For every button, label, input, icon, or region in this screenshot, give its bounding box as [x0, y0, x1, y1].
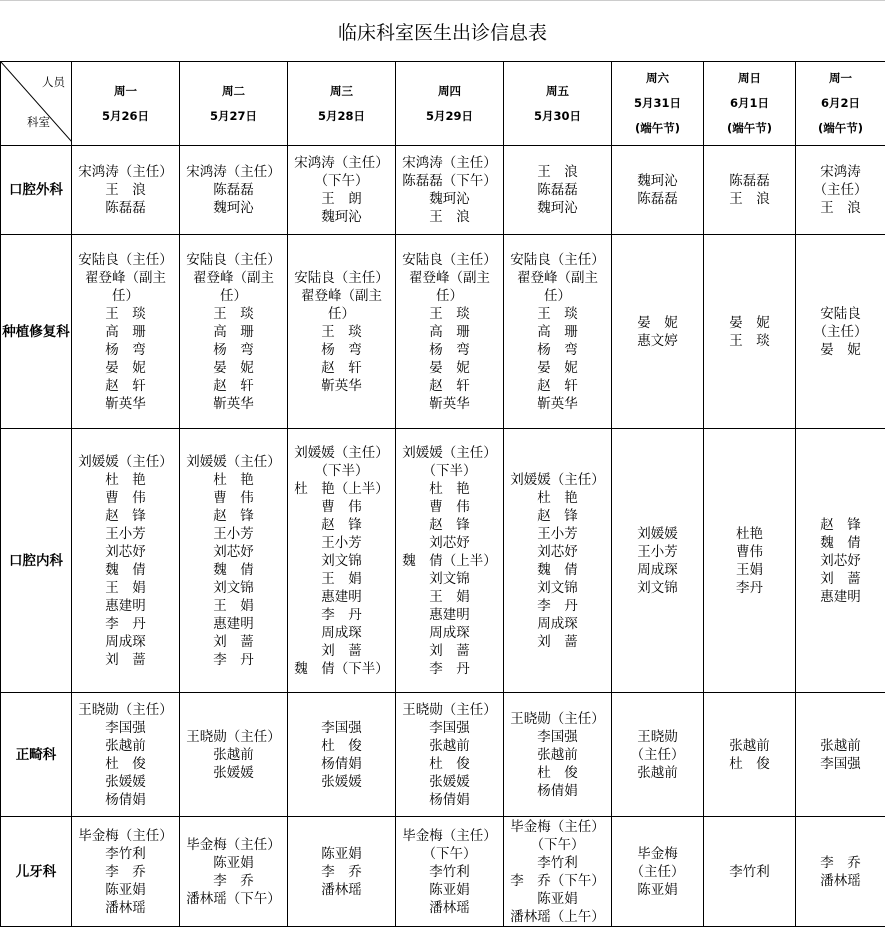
header-row	[1, 62, 885, 146]
doctor-entry: 毕金梅（主任）	[396, 827, 503, 845]
doctor-entry: 潘林瑶（上午）	[504, 908, 611, 926]
column-date: 6月2日	[796, 95, 885, 112]
doctor-entry: 李 丹	[72, 615, 179, 633]
doctor-entry: 王晓勋（主任）	[180, 728, 287, 746]
doctor-entry: 高 珊	[180, 323, 287, 341]
corner-label-dept: 科室	[27, 114, 50, 131]
doctor-entry: 赵 锋	[796, 516, 885, 534]
doctor-entry: 刘芯妤	[72, 543, 179, 561]
doctor-entry: 翟登峰（副主	[72, 269, 179, 287]
doctor-entry: 魏 倩	[796, 534, 885, 552]
doctor-entry: 安陆良（主任）	[72, 251, 179, 269]
doctor-entry: 杜 俊	[396, 755, 503, 773]
doctor-entry: 任）	[288, 305, 395, 323]
doctor-entry: 陈磊磊	[612, 190, 703, 208]
doctor-entry: 陈亚娟	[612, 881, 703, 899]
doctor-entry: （下午）	[396, 845, 503, 863]
doctor-entry: 赵 锋	[180, 507, 287, 525]
doctor-entry: 刘媛媛（主任）	[396, 444, 503, 462]
doctor-entry: 李 乔	[72, 863, 179, 881]
doctor-entry: 陈磊磊	[704, 172, 795, 190]
doctor-entry: 刘媛媛（主任）	[180, 453, 287, 471]
column-day: 周日	[704, 70, 795, 87]
schedule-cell	[288, 693, 396, 817]
doctor-entry: 宋鸿涛（主任）	[288, 154, 395, 172]
doctor-entry: 周成琛	[396, 624, 503, 642]
corner-label-staff: 人员	[42, 74, 65, 91]
doctor-entry: 惠建明	[72, 597, 179, 615]
doctor-entry: 靳英华	[504, 395, 611, 413]
doctor-entry: 王晓勋（主任）	[504, 710, 611, 728]
column-date: 5月28日	[288, 108, 395, 125]
doctor-entry: 陈亚娟	[180, 854, 287, 872]
schedule-cell	[180, 817, 288, 927]
doctor-entry: 刘文锦	[288, 552, 395, 570]
doctor-entry: 赵 轩	[504, 377, 611, 395]
department-name: 口腔内科	[1, 429, 72, 693]
doctor-entry: 李竹利	[504, 854, 611, 872]
doctor-entry: 李国强	[288, 719, 395, 737]
doctor-entry: 王小芳	[180, 525, 287, 543]
doctor-entry: 惠建明	[396, 606, 503, 624]
doctor-entry: 王 娟	[288, 570, 395, 588]
doctor-entry: 张越前	[704, 737, 795, 755]
doctor-entry: 赵 轩	[72, 377, 179, 395]
schedule-cell	[704, 693, 796, 817]
doctor-entry: （主任）	[796, 181, 885, 199]
doctor-entry: 刘文锦	[396, 570, 503, 588]
doctor-entry: 翟登峰（副主	[396, 269, 503, 287]
schedule-cell	[796, 146, 885, 235]
doctor-entry: 安陆良（主任）	[288, 269, 395, 287]
doctor-entry: 赵 轩	[180, 377, 287, 395]
doctor-entry: 王小芳	[72, 525, 179, 543]
schedule-cell	[72, 693, 180, 817]
doctor-entry: 安陆良（主任）	[180, 251, 287, 269]
schedule-cell	[396, 146, 504, 235]
doctor-entry: 杨倩娟	[396, 791, 503, 809]
doctor-entry: 李竹利	[72, 845, 179, 863]
schedule-cell	[704, 146, 796, 235]
schedule-cell	[180, 429, 288, 693]
doctor-entry: 赵 锋	[504, 507, 611, 525]
column-header-5	[612, 62, 704, 146]
doctor-entry: 张越前	[396, 737, 503, 755]
doctor-entry: 任）	[396, 287, 503, 305]
schedule-cell	[796, 429, 885, 693]
schedule-cell	[796, 235, 885, 429]
doctor-entry: 赵 锋	[72, 507, 179, 525]
doctor-entry: 李竹利	[704, 863, 795, 881]
schedule-cell	[180, 146, 288, 235]
doctor-entry: 王 浪	[504, 163, 611, 181]
doctor-entry: 惠建明	[180, 615, 287, 633]
doctor-entry: 毕金梅（主任）	[180, 836, 287, 854]
schedule-cell	[504, 146, 612, 235]
doctor-entry: 杜 艳	[72, 471, 179, 489]
doctor-entry: 杨 弯	[180, 341, 287, 359]
doctor-entry: 杨 弯	[72, 341, 179, 359]
doctor-entry: 杨 弯	[288, 341, 395, 359]
doctor-entry: 曹 伟	[396, 498, 503, 516]
doctor-entry: 王娟	[704, 561, 795, 579]
doctor-entry: 曹伟	[704, 543, 795, 561]
doctor-entry: 刘 蔷	[504, 633, 611, 651]
column-header-6	[704, 62, 796, 146]
doctor-entry: 高 珊	[396, 323, 503, 341]
column-day: 周五	[504, 83, 611, 100]
doctor-entry: 杨 弯	[396, 341, 503, 359]
doctor-entry: 潘林瑶	[396, 899, 503, 917]
doctor-entry: 李 乔（下午）	[504, 872, 611, 890]
column-day: 周三	[288, 83, 395, 100]
doctor-entry: 杨倩娟	[504, 782, 611, 800]
doctor-entry: 靳英华	[72, 395, 179, 413]
doctor-entry: 任）	[180, 287, 287, 305]
doctor-entry: （主任）	[612, 863, 703, 881]
doctor-entry: 晏 妮	[72, 359, 179, 377]
doctor-entry: 任）	[504, 287, 611, 305]
doctor-entry: 张媛媛	[396, 773, 503, 791]
doctor-entry: 魏珂沁	[288, 208, 395, 226]
doctor-entry: 王 浪	[704, 190, 795, 208]
schedule-cell	[72, 235, 180, 429]
doctor-entry: 惠文婷	[612, 332, 703, 350]
column-note: (端午节)	[704, 120, 795, 137]
doctor-entry: 李 乔	[288, 863, 395, 881]
doctor-entry: 曹 伟	[288, 498, 395, 516]
doctor-entry: 李 丹	[396, 660, 503, 678]
doctor-entry: 王 浪	[72, 181, 179, 199]
doctor-entry: 李国强	[504, 728, 611, 746]
doctor-entry: 张越前	[504, 746, 611, 764]
doctor-entry: 毕金梅（主任）	[504, 818, 611, 836]
doctor-entry: 刘芯妤	[504, 543, 611, 561]
doctor-entry: 宋鸿涛（主任）	[180, 163, 287, 181]
column-date: 6月1日	[704, 95, 795, 112]
department-row	[1, 817, 885, 927]
doctor-entry: 靳英华	[288, 377, 395, 395]
doctor-entry: 宋鸿涛	[796, 163, 885, 181]
column-note: (端午节)	[612, 120, 703, 137]
doctor-entry: 翟登峰（副主	[288, 287, 395, 305]
department-name: 儿牙科	[1, 817, 72, 927]
doctor-entry: 晏 妮	[180, 359, 287, 377]
doctor-entry: 宋鸿涛（主任）	[72, 163, 179, 181]
doctor-entry: 毕金梅	[612, 845, 703, 863]
column-header-1	[180, 62, 288, 146]
doctor-entry: 李国强	[796, 755, 885, 773]
doctor-entry: （下午）	[288, 172, 395, 190]
doctor-entry: 刘文锦	[612, 579, 703, 597]
doctor-entry: 王 娟	[180, 597, 287, 615]
column-date: 5月31日	[612, 95, 703, 112]
doctor-entry: 靳英华	[396, 395, 503, 413]
department-row	[1, 146, 885, 235]
doctor-entry: 杜 艳	[396, 480, 503, 498]
doctor-entry: 魏珂沁	[180, 199, 287, 217]
doctor-entry: 陈亚娟	[288, 845, 395, 863]
doctor-entry: 张越前	[796, 737, 885, 755]
doctor-entry: 陈磊磊	[72, 199, 179, 217]
doctor-entry: 周成琛	[288, 624, 395, 642]
schedule-cell	[612, 817, 704, 927]
doctor-entry: 翟登峰（副主	[180, 269, 287, 287]
doctor-entry: 王 娟	[396, 588, 503, 606]
doctor-entry: 刘媛媛（主任）	[504, 471, 611, 489]
doctor-entry: 王 琰	[704, 332, 795, 350]
doctor-entry: 张媛媛	[288, 773, 395, 791]
schedule-cell	[288, 817, 396, 927]
schedule-cell	[612, 693, 704, 817]
doctor-entry: 李竹利	[396, 863, 503, 881]
doctor-entry: 周成琛	[72, 633, 179, 651]
schedule-cell	[796, 817, 885, 927]
doctor-entry: 王 琰	[72, 305, 179, 323]
column-day: 周一	[796, 70, 885, 87]
doctor-entry: 周成琛	[504, 615, 611, 633]
doctor-entry: 刘 蔷	[288, 642, 395, 660]
doctor-entry: 赵 轩	[396, 377, 503, 395]
doctor-entry: 王小芳	[504, 525, 611, 543]
department-row	[1, 429, 885, 693]
column-note: (端午节)	[796, 120, 885, 137]
doctor-entry: 杜 俊	[704, 755, 795, 773]
schedule-cell	[396, 235, 504, 429]
schedule-cell	[704, 235, 796, 429]
department-row	[1, 235, 885, 429]
doctor-entry: 翟登峰（副主	[504, 269, 611, 287]
department-row	[1, 693, 885, 817]
doctor-entry: 张越前	[612, 764, 703, 782]
doctor-entry: 王 琰	[288, 323, 395, 341]
doctor-entry: 张越前	[180, 746, 287, 764]
column-day: 周二	[180, 83, 287, 100]
doctor-entry: 张媛媛	[180, 764, 287, 782]
doctor-entry: 李 丹	[288, 606, 395, 624]
column-date: 5月26日	[72, 108, 179, 125]
corner-header-cell	[1, 62, 72, 146]
doctor-entry: 陈亚娟	[396, 881, 503, 899]
doctor-entry: 张媛媛	[72, 773, 179, 791]
doctor-entry: 杨倩娟	[72, 791, 179, 809]
doctor-entry: 王小芳	[288, 534, 395, 552]
column-date: 5月29日	[396, 108, 503, 125]
schedule-cell	[504, 429, 612, 693]
doctor-entry: 安陆良（主任）	[396, 251, 503, 269]
schedule-cell	[396, 429, 504, 693]
doctor-entry: 安陆良	[796, 305, 885, 323]
doctor-entry: 杜 俊	[288, 737, 395, 755]
doctor-entry: 李 丹	[180, 651, 287, 669]
schedule-cell	[704, 817, 796, 927]
doctor-entry: 王 朗	[288, 190, 395, 208]
doctor-entry: 李国强	[72, 719, 179, 737]
doctor-entry: （下午）	[504, 836, 611, 854]
doctor-entry: 刘 蔷	[180, 633, 287, 651]
department-name: 种植修复科	[1, 235, 72, 429]
doctor-entry: 刘媛媛（主任）	[288, 444, 395, 462]
schedule-cell	[288, 429, 396, 693]
doctor-entry: 靳英华	[180, 395, 287, 413]
doctor-entry: 杨 弯	[504, 341, 611, 359]
doctor-entry: 魏珂沁	[504, 199, 611, 217]
doctor-entry: 魏 倩（上半）	[396, 552, 503, 570]
schedule-cell	[180, 235, 288, 429]
doctor-entry: 李 乔	[180, 872, 287, 890]
doctor-entry: 刘媛媛	[612, 525, 703, 543]
doctor-entry: （主任）	[796, 323, 885, 341]
schedule-cell	[72, 146, 180, 235]
doctor-entry: 潘林瑶	[796, 872, 885, 890]
schedule-cell	[396, 693, 504, 817]
doctor-entry: 赵 锋	[396, 516, 503, 534]
doctor-entry: 杨倩娟	[288, 755, 395, 773]
schedule-cell	[396, 817, 504, 927]
doctor-entry: 李 丹	[504, 597, 611, 615]
column-date: 5月27日	[180, 108, 287, 125]
doctor-entry: 王 浪	[396, 208, 503, 226]
doctor-entry: 魏 倩	[180, 561, 287, 579]
doctor-entry: 曹 伟	[180, 489, 287, 507]
schedule-cell	[612, 429, 704, 693]
doctor-entry: 任）	[72, 287, 179, 305]
doctor-entry: 赵 轩	[288, 359, 395, 377]
schedule-cell	[288, 235, 396, 429]
doctor-entry: 魏 倩	[504, 561, 611, 579]
doctor-entry: 潘林瑶（下午）	[180, 890, 287, 908]
doctor-entry: 刘文锦	[504, 579, 611, 597]
doctor-entry: 杜 俊	[504, 764, 611, 782]
schedule-cell	[504, 817, 612, 927]
doctor-entry: 陈亚娟	[504, 890, 611, 908]
doctor-entry: 晏 妮	[504, 359, 611, 377]
doctor-entry: 赵 锋	[288, 516, 395, 534]
doctor-entry: 周成琛	[612, 561, 703, 579]
column-date: 5月30日	[504, 108, 611, 125]
doctor-entry: 刘芯妤	[180, 543, 287, 561]
doctor-entry: 王 娟	[72, 579, 179, 597]
column-header-4	[504, 62, 612, 146]
doctor-entry: 杜 艳	[180, 471, 287, 489]
column-header-0	[72, 62, 180, 146]
doctor-entry: 安陆良（主任）	[504, 251, 611, 269]
schedule-cell	[796, 693, 885, 817]
doctor-entry: 惠建明	[796, 588, 885, 606]
doctor-entry: 李国强	[396, 719, 503, 737]
column-header-3	[396, 62, 504, 146]
schedule-cell	[72, 429, 180, 693]
schedule-cell	[288, 146, 396, 235]
doctor-entry: 惠建明	[288, 588, 395, 606]
doctor-entry: 李丹	[704, 579, 795, 597]
doctor-entry: 宋鸿涛（主任）	[396, 154, 503, 172]
schedule-table	[0, 61, 885, 927]
department-name: 正畸科	[1, 693, 72, 817]
schedule-cell	[612, 235, 704, 429]
doctor-entry: 王 琰	[504, 305, 611, 323]
doctor-entry: （下半）	[396, 462, 503, 480]
doctor-entry: 陈磊磊	[504, 181, 611, 199]
doctor-entry: 张越前	[72, 737, 179, 755]
doctor-entry: 高 珊	[72, 323, 179, 341]
doctor-entry: 刘芯妤	[396, 534, 503, 552]
doctor-entry: 王 琰	[396, 305, 503, 323]
doctor-entry: 王晓勋（主任）	[72, 701, 179, 719]
doctor-entry: 魏 倩（下半）	[288, 660, 395, 678]
doctor-entry: 王小芳	[612, 543, 703, 561]
doctor-entry: 晏 妮	[612, 314, 703, 332]
doctor-entry: 王晓勋（主任）	[396, 701, 503, 719]
doctor-entry: 刘媛媛（主任）	[72, 453, 179, 471]
doctor-entry: 刘芯妤	[796, 552, 885, 570]
schedule-cell	[72, 817, 180, 927]
doctor-entry: 刘 蔷	[396, 642, 503, 660]
column-day: 周一	[72, 83, 179, 100]
doctor-entry: 杜 艳（上半）	[288, 480, 395, 498]
doctor-entry: 毕金梅（主任）	[72, 827, 179, 845]
doctor-entry: 陈亚娟	[72, 881, 179, 899]
doctor-entry: 陈磊磊（下午）	[396, 172, 503, 190]
doctor-entry: 王 琰	[180, 305, 287, 323]
doctor-entry: 魏珂沁	[612, 172, 703, 190]
doctor-entry: 杜艳	[704, 525, 795, 543]
column-day: 周六	[612, 70, 703, 87]
doctor-entry: 刘文锦	[180, 579, 287, 597]
doctor-entry: （下半）	[288, 462, 395, 480]
column-header-2	[288, 62, 396, 146]
doctor-entry: 晏 妮	[396, 359, 503, 377]
schedule-cell	[504, 693, 612, 817]
department-name: 口腔外科	[1, 146, 72, 235]
doctor-entry: 潘林瑶	[288, 881, 395, 899]
doctor-entry: 王晓勋	[612, 728, 703, 746]
page-title: 临床科室医生出诊信息表	[0, 0, 885, 62]
doctor-entry: 魏 倩	[72, 561, 179, 579]
doctor-entry: 曹 伟	[72, 489, 179, 507]
doctor-entry: 王 浪	[796, 199, 885, 217]
doctor-entry: 潘林瑶	[72, 899, 179, 917]
column-header-7	[796, 62, 885, 146]
doctor-entry: （主任）	[612, 746, 703, 764]
doctor-entry: 高 珊	[504, 323, 611, 341]
doctor-entry: 晏 妮	[796, 341, 885, 359]
column-day: 周四	[396, 83, 503, 100]
schedule-cell	[704, 429, 796, 693]
doctor-entry: 刘 蔷	[72, 651, 179, 669]
doctor-entry: 魏珂沁	[396, 190, 503, 208]
doctor-entry: 杜 俊	[72, 755, 179, 773]
doctor-entry: 杜 艳	[504, 489, 611, 507]
doctor-entry: 刘 蔷	[796, 570, 885, 588]
doctor-entry: 陈磊磊	[180, 181, 287, 199]
schedule-cell	[504, 235, 612, 429]
doctor-entry: 李 乔	[796, 854, 885, 872]
schedule-cell	[612, 146, 704, 235]
schedule-cell	[180, 693, 288, 817]
doctor-entry: 晏 妮	[704, 314, 795, 332]
